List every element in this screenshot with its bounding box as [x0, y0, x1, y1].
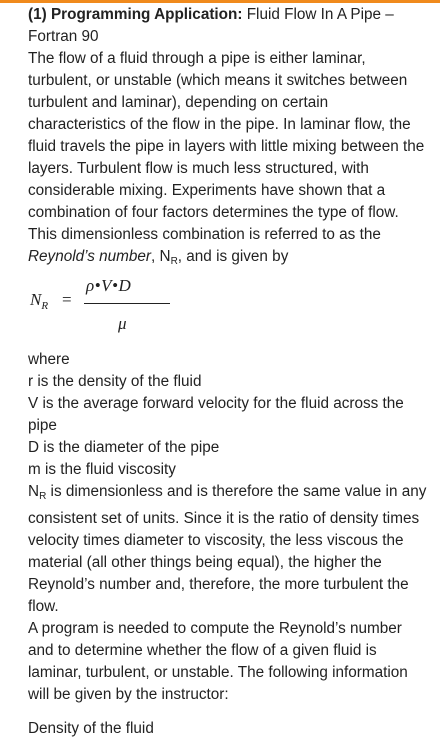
- definition-viscosity: m is the fluid viscosity: [28, 461, 176, 478]
- formula-denominator: μ: [118, 314, 127, 333]
- fraction-line: [84, 303, 170, 304]
- intro-text: The flow of a fluid through a pipe is either laminar, turbulent, or unstable (which means it switches between turbulent and laminar), depending on certain characteristics of the flow in the pipe. In laminar flow, the fluid travels the pipe in layers with little mixing between the layers. Turbulent flow is much less structured, with considerable mixing. Experiments have shown that a combination of four factors determines the type of flow. This dimensionless combination is referred to as the: [28, 50, 425, 243]
- reynolds-end: , and is given by: [177, 248, 289, 265]
- formula-lhs: [30, 289, 48, 317]
- where-label: where: [28, 351, 70, 368]
- title-rest: Fluid Flow In A Pipe – Fortran 90: [28, 6, 394, 45]
- formula-numerator: ρ•V•D: [86, 276, 132, 295]
- reynolds-number-term: Reynold’s number: [28, 248, 152, 265]
- intro-paragraph: [28, 48, 430, 273]
- nr-paragraph: [28, 481, 430, 618]
- reynolds-formula: [28, 275, 430, 343]
- cutoff-text: Density of the fluid: [28, 720, 154, 737]
- reynolds-sub: R: [170, 256, 178, 267]
- nr-prefix: N: [28, 483, 40, 500]
- document-body: [28, 4, 430, 737]
- problem-title: [28, 4, 430, 48]
- nr-text: is dimensionless and is therefore the same value in any consistent set of units. Since it is the ratio of density times velocity times diameter to viscosity, the less viscous the material (all other things being equal), the higher the Reynold’s number and, therefore, the more turbulent the flow.: [28, 483, 427, 615]
- definition-density: r is the density of the fluid: [28, 373, 202, 390]
- definition-velocity: V is the average forward velocity for the fluid across the pipe: [28, 395, 404, 434]
- program-paragraph: A program is needed to compute the Reynold’s number and to determine whether the flow of a given fluid is laminar, turbulent, or unstable. The following information will be given by the instructor:: [28, 620, 408, 703]
- reynolds-mid: , N: [151, 248, 171, 265]
- formula-lhs-symbol: N: [30, 290, 42, 309]
- top-accent-bar: [0, 0, 440, 3]
- definition-diameter: D is the diameter of the pipe: [28, 439, 220, 456]
- nr-sub: R: [39, 491, 47, 502]
- title-bold: (1) Programming Application:: [28, 6, 243, 23]
- formula-lhs-sub: R: [41, 300, 49, 312]
- formula-equals: =: [62, 290, 72, 309]
- cutoff-line: [28, 706, 430, 737]
